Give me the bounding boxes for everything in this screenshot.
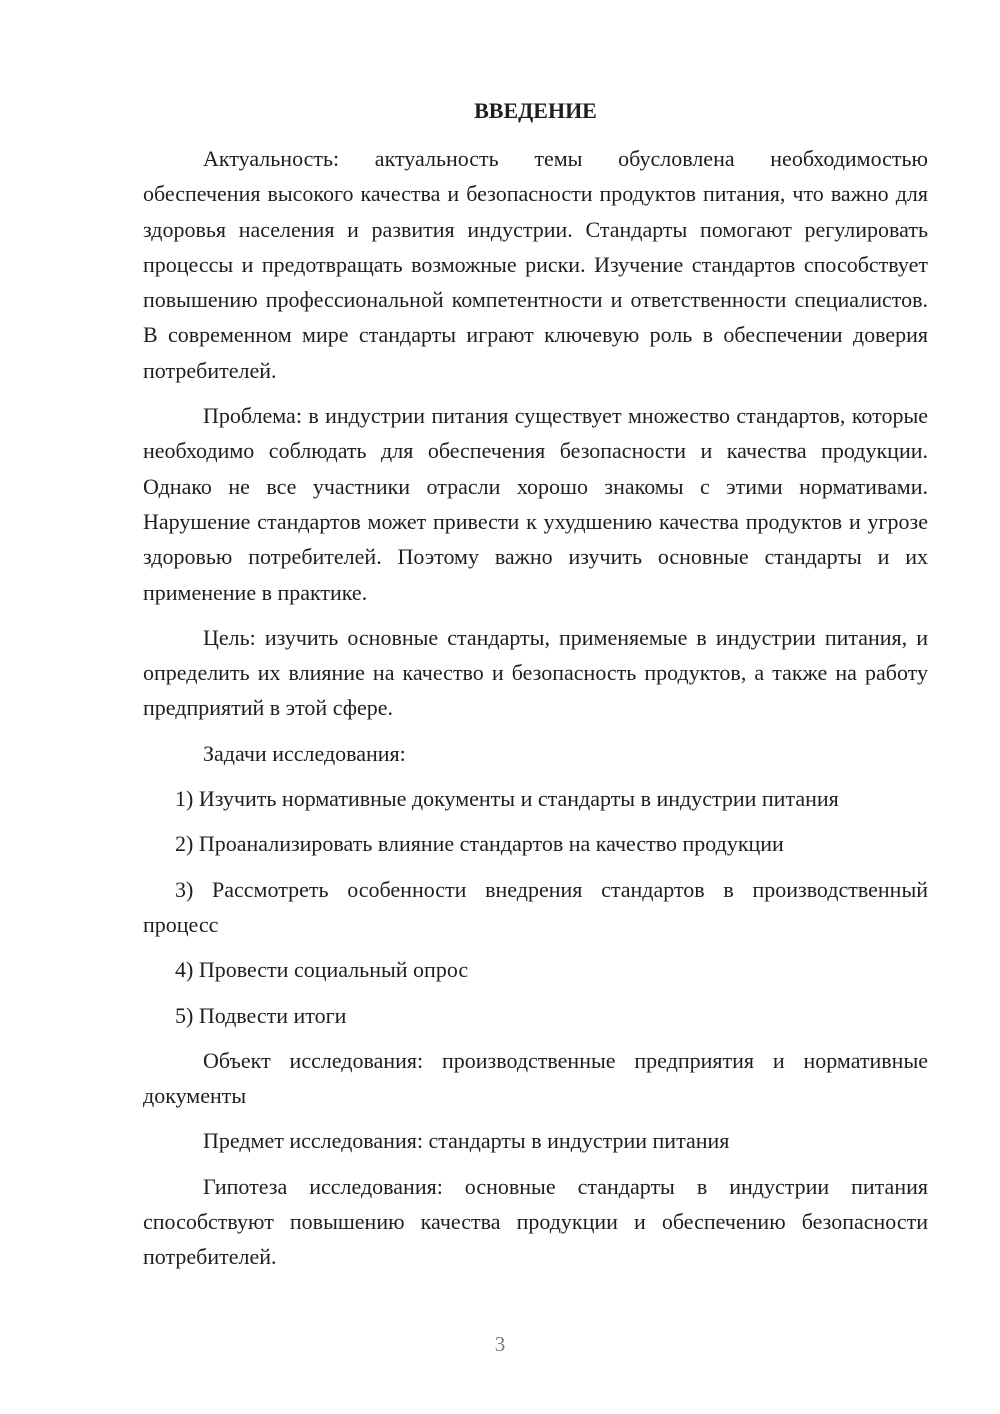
task-item-5: 5) Подвести итоги (175, 1002, 347, 1028)
paragraph-goal: Цель: изучить основные стандарты, применяемые в индустрии питания, и определить их влияние на качество и безопасность продуктов, а также на работу предприятий в этой сфере. (143, 624, 928, 721)
paragraph-problem: Проблема: в индустрии питания существует множество стандартов, которые необходимо соблюдать для обеспечения безопасности и качества продукции. Однако не все участники отрасли хорошо знакомы с этими нормативами. Нарушение стандартов может привести к ухудшению качества продуктов и угрозе здоровью потребителей. Поэтому важно изучить основные стандарты и их применение в практике. (143, 403, 928, 605)
paragraph-subject: Предмет исследования: стандарты в индустрии питания (203, 1128, 730, 1154)
paragraph-hypothesis: Гипотеза исследования: основные стандарты в индустрии питания способствуют повышению качества продукции и обеспечению безопасности потребителей. (143, 1173, 928, 1270)
task-item-2: 2) Проанализировать влияние стандартов на качество продукции (175, 831, 784, 857)
paragraph-relevance: Актуальность: актуальность темы обусловлена необходимостью обеспечения высокого качества и безопасности продуктов питания, что важно для здоровья населения и развития индустрии. Стандарты помогают регулировать процессы и предотвращать возможные риски. Изучение стандартов способствует повышению профессиональной компетентности и ответственности специалистов. В современном мире стандарты играют ключевую роль в обеспечении доверия потребителей. (143, 146, 928, 383)
page-number: 3 (494, 1332, 506, 1356)
paragraph-object: Объект исследования: производственные предприятия и нормативные документы (143, 1047, 928, 1109)
task-item-4: 4) Провести социальный опрос (175, 957, 469, 983)
task-item-1: 1) Изучить нормативные документы и стандарты в индустрии питания (175, 786, 839, 812)
document-body (143, 95, 928, 1275)
task-item-3: 3) Рассмотреть особенности внедрения стандартов в производственный процесс (143, 876, 928, 937)
tasks-heading: Задачи исследования: (203, 740, 406, 766)
page-title: ВВЕДЕНИЕ (474, 98, 597, 123)
